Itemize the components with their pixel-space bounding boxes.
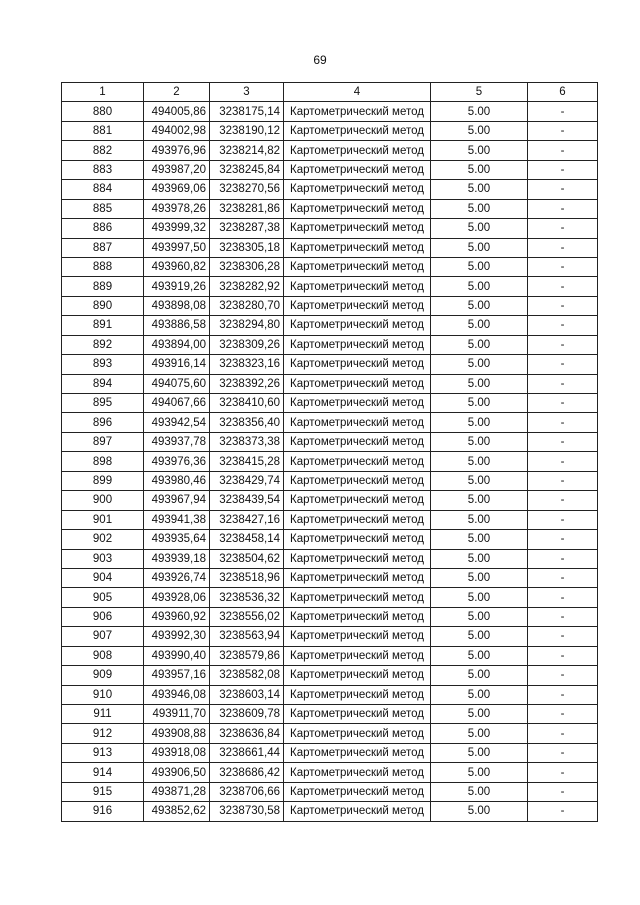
method-cell: Картометрический метод <box>284 802 431 821</box>
method-cell: Картометрический метод <box>284 199 431 218</box>
x-coordinate-cell: 494002,98 <box>144 121 210 140</box>
point-number-cell: 901 <box>62 510 144 529</box>
note-cell: - <box>528 296 598 315</box>
method-cell: Картометрический метод <box>284 705 431 724</box>
note-cell: - <box>528 316 598 335</box>
y-coordinate-cell: 3238392,26 <box>210 374 284 393</box>
note-cell: - <box>528 277 598 296</box>
accuracy-cell: 5.00 <box>431 763 528 782</box>
note-cell: - <box>528 802 598 821</box>
note-cell: - <box>528 452 598 471</box>
y-coordinate-cell: 3238504,62 <box>210 549 284 568</box>
accuracy-cell: 5.00 <box>431 199 528 218</box>
point-number-cell: 900 <box>62 491 144 510</box>
table-row <box>62 549 598 568</box>
x-coordinate-cell: 493946,08 <box>144 685 210 704</box>
x-coordinate-cell: 493911,70 <box>144 705 210 724</box>
x-coordinate-cell: 493997,50 <box>144 238 210 257</box>
point-number-cell: 912 <box>62 724 144 743</box>
y-coordinate-cell: 3238175,14 <box>210 102 284 121</box>
table-row <box>62 355 598 374</box>
x-coordinate-cell: 493967,94 <box>144 491 210 510</box>
table-row <box>62 141 598 160</box>
column-header: 2 <box>144 83 210 102</box>
y-coordinate-cell: 3238415,28 <box>210 452 284 471</box>
y-coordinate-cell: 3238429,74 <box>210 471 284 490</box>
method-cell: Картометрический метод <box>284 374 431 393</box>
note-cell: - <box>528 530 598 549</box>
accuracy-cell: 5.00 <box>431 666 528 685</box>
accuracy-cell: 5.00 <box>431 296 528 315</box>
accuracy-cell: 5.00 <box>431 432 528 451</box>
accuracy-cell: 5.00 <box>431 394 528 413</box>
method-cell: Картометрический метод <box>284 394 431 413</box>
table-row <box>62 627 598 646</box>
accuracy-cell: 5.00 <box>431 724 528 743</box>
accuracy-cell: 5.00 <box>431 257 528 276</box>
accuracy-cell: 5.00 <box>431 685 528 704</box>
table-row <box>62 568 598 587</box>
method-cell: Картометрический метод <box>284 277 431 296</box>
table-row <box>62 199 598 218</box>
x-coordinate-cell: 493906,50 <box>144 763 210 782</box>
table-header-row <box>62 83 598 102</box>
table-row <box>62 724 598 743</box>
point-number-cell: 887 <box>62 238 144 257</box>
y-coordinate-cell: 3238294,80 <box>210 316 284 335</box>
point-number-cell: 881 <box>62 121 144 140</box>
note-cell: - <box>528 238 598 257</box>
method-cell: Картометрический метод <box>284 180 431 199</box>
method-cell: Картометрический метод <box>284 257 431 276</box>
point-number-cell: 885 <box>62 199 144 218</box>
method-cell: Картометрический метод <box>284 432 431 451</box>
note-cell: - <box>528 627 598 646</box>
note-cell: - <box>528 141 598 160</box>
table-row <box>62 316 598 335</box>
note-cell: - <box>528 471 598 490</box>
y-coordinate-cell: 3238309,26 <box>210 335 284 354</box>
note-cell: - <box>528 685 598 704</box>
y-coordinate-cell: 3238706,66 <box>210 782 284 801</box>
table-row <box>62 180 598 199</box>
point-number-cell: 889 <box>62 277 144 296</box>
y-coordinate-cell: 3238281,86 <box>210 199 284 218</box>
point-number-cell: 884 <box>62 180 144 199</box>
point-number-cell: 904 <box>62 568 144 587</box>
point-number-cell: 882 <box>62 141 144 160</box>
x-coordinate-cell: 493990,40 <box>144 646 210 665</box>
table-row <box>62 743 598 762</box>
note-cell: - <box>528 549 598 568</box>
table-row <box>62 160 598 179</box>
point-number-cell: 888 <box>62 257 144 276</box>
method-cell: Картометрический метод <box>284 743 431 762</box>
point-number-cell: 913 <box>62 743 144 762</box>
point-number-cell: 899 <box>62 471 144 490</box>
note-cell: - <box>528 491 598 510</box>
accuracy-cell: 5.00 <box>431 802 528 821</box>
point-number-cell: 890 <box>62 296 144 315</box>
x-coordinate-cell: 493978,26 <box>144 199 210 218</box>
note-cell: - <box>528 666 598 685</box>
table-row <box>62 335 598 354</box>
accuracy-cell: 5.00 <box>431 316 528 335</box>
table-row <box>62 763 598 782</box>
table-row <box>62 705 598 724</box>
x-coordinate-cell: 493916,14 <box>144 355 210 374</box>
accuracy-cell: 5.00 <box>431 568 528 587</box>
note-cell: - <box>528 257 598 276</box>
point-number-cell: 916 <box>62 802 144 821</box>
x-coordinate-cell: 493987,20 <box>144 160 210 179</box>
method-cell: Картометрический метод <box>284 607 431 626</box>
x-coordinate-cell: 494075,60 <box>144 374 210 393</box>
column-header: 5 <box>431 83 528 102</box>
note-cell: - <box>528 219 598 238</box>
note-cell: - <box>528 355 598 374</box>
x-coordinate-cell: 493976,36 <box>144 452 210 471</box>
note-cell: - <box>528 413 598 432</box>
x-coordinate-cell: 493937,78 <box>144 432 210 451</box>
method-cell: Картометрический метод <box>284 219 431 238</box>
x-coordinate-cell: 493898,08 <box>144 296 210 315</box>
method-cell: Картометрический метод <box>284 724 431 743</box>
point-number-cell: 883 <box>62 160 144 179</box>
y-coordinate-cell: 3238579,86 <box>210 646 284 665</box>
accuracy-cell: 5.00 <box>431 510 528 529</box>
column-header: 6 <box>528 83 598 102</box>
method-cell: Картометрический метод <box>284 471 431 490</box>
table-row <box>62 394 598 413</box>
point-number-cell: 911 <box>62 705 144 724</box>
y-coordinate-cell: 3238282,92 <box>210 277 284 296</box>
accuracy-cell: 5.00 <box>431 705 528 724</box>
method-cell: Картометрический метод <box>284 666 431 685</box>
method-cell: Картометрический метод <box>284 413 431 432</box>
point-number-cell: 898 <box>62 452 144 471</box>
x-coordinate-cell: 493935,64 <box>144 530 210 549</box>
x-coordinate-cell: 493960,82 <box>144 257 210 276</box>
point-number-cell: 902 <box>62 530 144 549</box>
method-cell: Картометрический метод <box>284 568 431 587</box>
table-row <box>62 782 598 801</box>
method-cell: Картометрический метод <box>284 452 431 471</box>
y-coordinate-cell: 3238636,84 <box>210 724 284 743</box>
accuracy-cell: 5.00 <box>431 160 528 179</box>
x-coordinate-cell: 494067,66 <box>144 394 210 413</box>
accuracy-cell: 5.00 <box>431 627 528 646</box>
note-cell: - <box>528 102 598 121</box>
x-coordinate-cell: 493871,28 <box>144 782 210 801</box>
point-number-cell: 914 <box>62 763 144 782</box>
column-header: 3 <box>210 83 284 102</box>
x-coordinate-cell: 493919,26 <box>144 277 210 296</box>
note-cell: - <box>528 180 598 199</box>
note-cell: - <box>528 646 598 665</box>
note-cell: - <box>528 607 598 626</box>
y-coordinate-cell: 3238270,56 <box>210 180 284 199</box>
method-cell: Картометрический метод <box>284 782 431 801</box>
y-coordinate-cell: 3238458,14 <box>210 530 284 549</box>
table-row <box>62 802 598 821</box>
y-coordinate-cell: 3238373,38 <box>210 432 284 451</box>
x-coordinate-cell: 493976,96 <box>144 141 210 160</box>
note-cell: - <box>528 432 598 451</box>
accuracy-cell: 5.00 <box>431 607 528 626</box>
x-coordinate-cell: 493939,18 <box>144 549 210 568</box>
note-cell: - <box>528 588 598 607</box>
x-coordinate-cell: 493992,30 <box>144 627 210 646</box>
x-coordinate-cell: 493942,54 <box>144 413 210 432</box>
y-coordinate-cell: 3238686,42 <box>210 763 284 782</box>
x-coordinate-cell: 494005,86 <box>144 102 210 121</box>
x-coordinate-cell: 493941,38 <box>144 510 210 529</box>
point-number-cell: 908 <box>62 646 144 665</box>
y-coordinate-cell: 3238190,12 <box>210 121 284 140</box>
table-row <box>62 471 598 490</box>
table-row <box>62 666 598 685</box>
point-number-cell: 893 <box>62 355 144 374</box>
accuracy-cell: 5.00 <box>431 743 528 762</box>
method-cell: Картометрический метод <box>284 141 431 160</box>
point-number-cell: 910 <box>62 685 144 704</box>
y-coordinate-cell: 3238556,02 <box>210 607 284 626</box>
y-coordinate-cell: 3238410,60 <box>210 394 284 413</box>
y-coordinate-cell: 3238287,38 <box>210 219 284 238</box>
accuracy-cell: 5.00 <box>431 374 528 393</box>
column-header: 1 <box>62 83 144 102</box>
table-row <box>62 491 598 510</box>
note-cell: - <box>528 121 598 140</box>
table-row <box>62 219 598 238</box>
x-coordinate-cell: 493918,08 <box>144 743 210 762</box>
accuracy-cell: 5.00 <box>431 530 528 549</box>
x-coordinate-cell: 493928,06 <box>144 588 210 607</box>
table-row <box>62 238 598 257</box>
point-number-cell: 907 <box>62 627 144 646</box>
y-coordinate-cell: 3238323,16 <box>210 355 284 374</box>
x-coordinate-cell: 493957,16 <box>144 666 210 685</box>
accuracy-cell: 5.00 <box>431 471 528 490</box>
point-number-cell: 915 <box>62 782 144 801</box>
table-row <box>62 685 598 704</box>
y-coordinate-cell: 3238730,58 <box>210 802 284 821</box>
method-cell: Картометрический метод <box>284 530 431 549</box>
point-number-cell: 906 <box>62 607 144 626</box>
y-coordinate-cell: 3238427,16 <box>210 510 284 529</box>
note-cell: - <box>528 160 598 179</box>
page-number: 69 <box>313 53 327 67</box>
table-row <box>62 102 598 121</box>
y-coordinate-cell: 3238609,78 <box>210 705 284 724</box>
method-cell: Картометрический метод <box>284 355 431 374</box>
method-cell: Картометрический метод <box>284 763 431 782</box>
method-cell: Картометрический метод <box>284 121 431 140</box>
x-coordinate-cell: 493908,88 <box>144 724 210 743</box>
table-row <box>62 607 598 626</box>
accuracy-cell: 5.00 <box>431 121 528 140</box>
method-cell: Картометрический метод <box>284 160 431 179</box>
accuracy-cell: 5.00 <box>431 413 528 432</box>
x-coordinate-cell: 493852,62 <box>144 802 210 821</box>
note-cell: - <box>528 374 598 393</box>
note-cell: - <box>528 763 598 782</box>
accuracy-cell: 5.00 <box>431 646 528 665</box>
note-cell: - <box>528 724 598 743</box>
table-row <box>62 277 598 296</box>
x-coordinate-cell: 493999,32 <box>144 219 210 238</box>
point-number-cell: 897 <box>62 432 144 451</box>
x-coordinate-cell: 493886,58 <box>144 316 210 335</box>
point-number-cell: 886 <box>62 219 144 238</box>
note-cell: - <box>528 743 598 762</box>
accuracy-cell: 5.00 <box>431 219 528 238</box>
method-cell: Картометрический метод <box>284 685 431 704</box>
column-header: 4 <box>284 83 431 102</box>
note-cell: - <box>528 510 598 529</box>
table-body <box>62 102 598 821</box>
point-number-cell: 891 <box>62 316 144 335</box>
method-cell: Картометрический метод <box>284 296 431 315</box>
table-row <box>62 374 598 393</box>
point-number-cell: 903 <box>62 549 144 568</box>
x-coordinate-cell: 493980,46 <box>144 471 210 490</box>
table-row <box>62 121 598 140</box>
y-coordinate-cell: 3238518,96 <box>210 568 284 587</box>
accuracy-cell: 5.00 <box>431 102 528 121</box>
y-coordinate-cell: 3238356,40 <box>210 413 284 432</box>
point-number-cell: 892 <box>62 335 144 354</box>
note-cell: - <box>528 199 598 218</box>
method-cell: Картометрический метод <box>284 102 431 121</box>
y-coordinate-cell: 3238439,54 <box>210 491 284 510</box>
accuracy-cell: 5.00 <box>431 277 528 296</box>
table-row <box>62 296 598 315</box>
note-cell: - <box>528 568 598 587</box>
y-coordinate-cell: 3238563,94 <box>210 627 284 646</box>
point-number-cell: 896 <box>62 413 144 432</box>
method-cell: Картометрический метод <box>284 549 431 568</box>
accuracy-cell: 5.00 <box>431 549 528 568</box>
method-cell: Картометрический метод <box>284 335 431 354</box>
table-row <box>62 413 598 432</box>
accuracy-cell: 5.00 <box>431 335 528 354</box>
accuracy-cell: 5.00 <box>431 141 528 160</box>
table-row <box>62 452 598 471</box>
method-cell: Картометрический метод <box>284 491 431 510</box>
method-cell: Картометрический метод <box>284 588 431 607</box>
method-cell: Картометрический метод <box>284 627 431 646</box>
method-cell: Картометрический метод <box>284 316 431 335</box>
y-coordinate-cell: 3238280,70 <box>210 296 284 315</box>
x-coordinate-cell: 493926,74 <box>144 568 210 587</box>
accuracy-cell: 5.00 <box>431 782 528 801</box>
method-cell: Картометрический метод <box>284 238 431 257</box>
coordinates-table <box>61 82 598 822</box>
y-coordinate-cell: 3238306,28 <box>210 257 284 276</box>
table-row <box>62 646 598 665</box>
y-coordinate-cell: 3238214,82 <box>210 141 284 160</box>
table-row <box>62 257 598 276</box>
x-coordinate-cell: 493894,00 <box>144 335 210 354</box>
note-cell: - <box>528 335 598 354</box>
accuracy-cell: 5.00 <box>431 180 528 199</box>
table-row <box>62 510 598 529</box>
y-coordinate-cell: 3238305,18 <box>210 238 284 257</box>
y-coordinate-cell: 3238661,44 <box>210 743 284 762</box>
point-number-cell: 894 <box>62 374 144 393</box>
y-coordinate-cell: 3238245,84 <box>210 160 284 179</box>
point-number-cell: 905 <box>62 588 144 607</box>
point-number-cell: 909 <box>62 666 144 685</box>
x-coordinate-cell: 493969,06 <box>144 180 210 199</box>
point-number-cell: 895 <box>62 394 144 413</box>
note-cell: - <box>528 394 598 413</box>
x-coordinate-cell: 493960,92 <box>144 607 210 626</box>
accuracy-cell: 5.00 <box>431 355 528 374</box>
accuracy-cell: 5.00 <box>431 588 528 607</box>
accuracy-cell: 5.00 <box>431 452 528 471</box>
table-row <box>62 432 598 451</box>
method-cell: Картометрический метод <box>284 510 431 529</box>
note-cell: - <box>528 705 598 724</box>
table-row <box>62 530 598 549</box>
table-row <box>62 588 598 607</box>
accuracy-cell: 5.00 <box>431 491 528 510</box>
method-cell: Картометрический метод <box>284 646 431 665</box>
accuracy-cell: 5.00 <box>431 238 528 257</box>
y-coordinate-cell: 3238603,14 <box>210 685 284 704</box>
note-cell: - <box>528 782 598 801</box>
y-coordinate-cell: 3238536,32 <box>210 588 284 607</box>
point-number-cell: 880 <box>62 102 144 121</box>
y-coordinate-cell: 3238582,08 <box>210 666 284 685</box>
